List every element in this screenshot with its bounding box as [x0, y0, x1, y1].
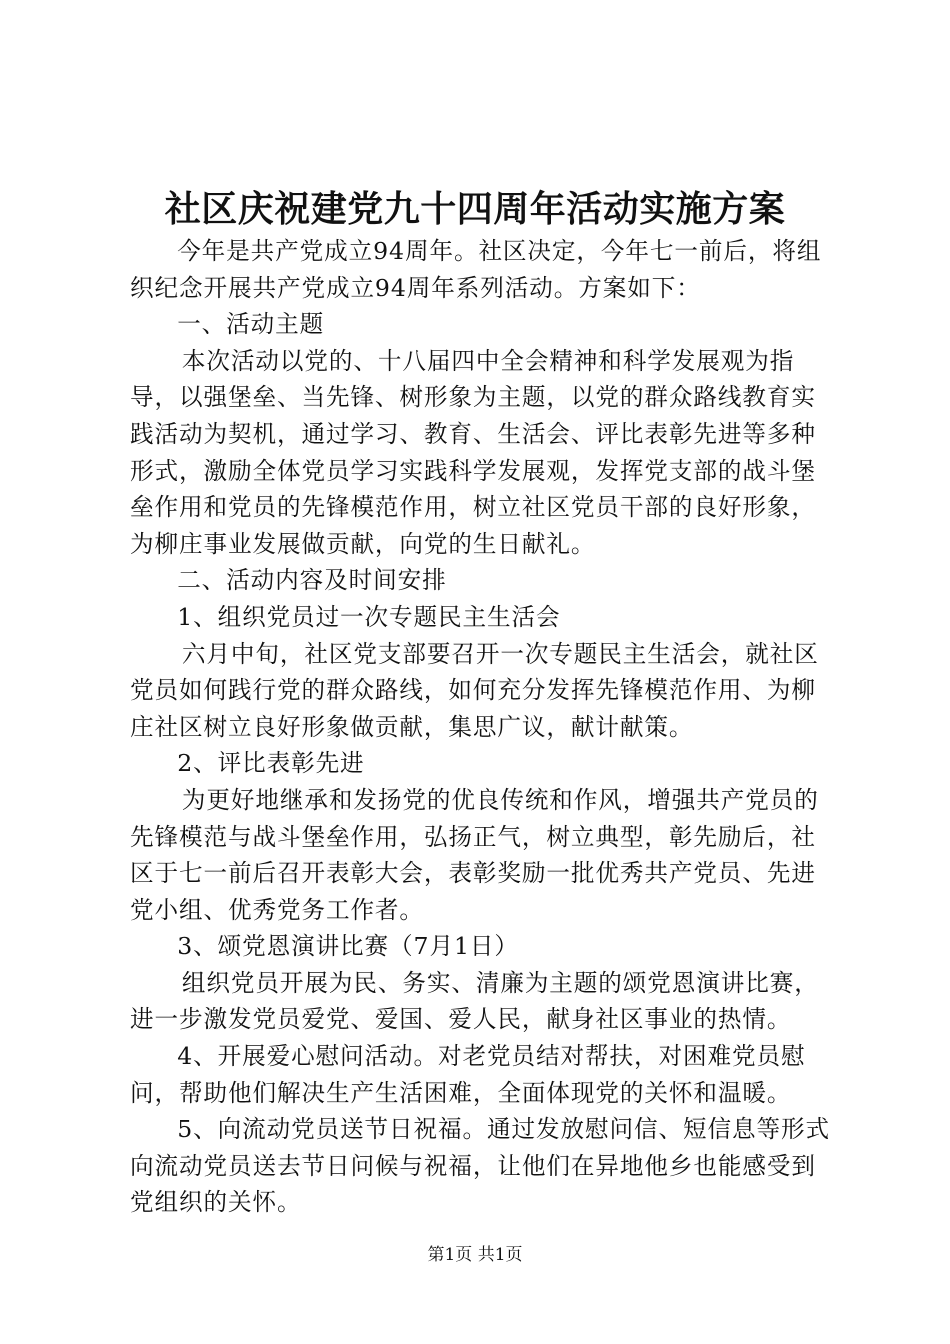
item-heading-2: 2、评比表彰先进 — [177, 749, 365, 778]
page-footer: 第1页 共1页 — [427, 1245, 523, 1265]
item-heading-3: 3、颂党恩演讲比赛（7月1日） — [177, 932, 519, 961]
item-heading-1: 1、组织党员过一次专题民主生活会 — [177, 602, 561, 631]
item-paragraph-2: 为更好地继承和发扬党的优良传统和作风，增强共产党员的先锋模范与战斗堡垒作用，弘扬正气，树立典型，彰先励后，社区于七一前后召开表彰大会，表彰奖励一批优秀共产党员、先进党小组、优秀党务工作者。 — [130, 785, 819, 924]
item-paragraph-5: 5、向流动党员送节日祝福。通过发放慰问信、短信息等形式向流动党员送去节日问候与祝福，让他们在异地他乡也能感受到党组织的关怀。 — [130, 1115, 830, 1217]
section-heading-content: 二、活动内容及时间安排 — [177, 566, 447, 595]
document-title: 社区庆祝建党九十四周年活动实施方案 — [164, 188, 786, 230]
item-paragraph-1: 六月中旬，社区党支部要召开一次专题民主生活会，就社区党员如何践行党的群众路线，如何充分发挥先锋模范作用、为柳庄社区树立良好形象做贡献，集思广议，献计献策。 — [130, 639, 819, 741]
item-paragraph-3: 组织党员开展为民、务实、清廉为主题的颂党恩演讲比赛，进一步激发党员爱党、爱国、爱人民，献身社区事业的热情。 — [130, 968, 819, 1034]
section-heading-theme: 一、活动主题 — [177, 310, 325, 339]
item-paragraph-4: 4、开展爱心慰问活动。对老党员结对帮扶，对困难党员慰问，帮助他们解决生产生活困难，全面体现党的关怀和温暖。 — [130, 1042, 806, 1107]
theme-paragraph: 本次活动以党的、十八届四中全会精神和科学发展观为指导，以强堡垒、当先锋、树形象为主题，以党的群众路线教育实践活动为契机，通过学习、教育、生活会、评比表彰先进等多种形式，激励全体党员学习实践科学发展观，发挥党支部的战斗堡垒作用和党员的先锋模范作用，树立社区党员干部的良好形象，为柳庄事业发展做贡献，向党的生日献礼。 — [130, 346, 816, 558]
intro-paragraph: 今年是共产党成立94周年。社区决定，今年七一前后，将组织纪念开展共产党成立94周年系列活动。方案如下： — [130, 237, 822, 302]
document-body — [130, 233, 835, 1221]
